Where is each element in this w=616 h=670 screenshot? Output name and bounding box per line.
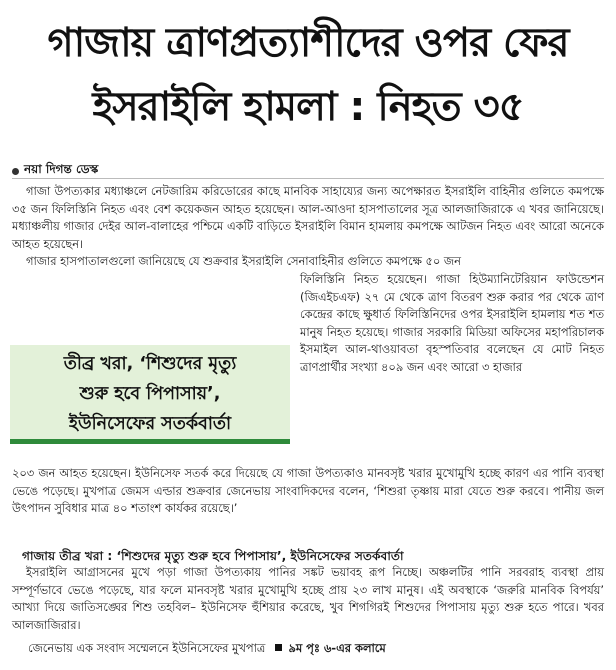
article-paragraph-1: গাজা উপত্যকার মধ্যাঞ্চলে নেটজারিম করিডোরের কাছে মানবিক সাহায্যের জন্য অপেক্ষারত ইসরাইলি বাহিনীর গুলিতে কমপক্ষে ৩৫ জন ফিলিস্তিনি নিহত এবং বেশ কয়েকজন আহত হয়েছেন। আল-আওদা হাসপাতালের সূত্র আলজাজিরাকে এ খবর জানিয়েছে। মধ্যাঞ্চলীয় গাজার দেইর আল-বালাহের পশ্চিমে একটি বাড়িতে ইসরাইলি বিমান হামলায় কমপক্ষে আটজন নিহত এবং আরো অনেকে আহত হয়েছেন। xyxy=(12,184,604,251)
article-paragraph-2-start: গাজার হাসপাতালগুলো জানিয়েছে যে শুক্রবার ইসরাইলি সেনাবাহিনীর গুলিতে কমপক্ষে ৫০ জন xyxy=(26,254,461,268)
pull-quote-line-3: ইউনিসেফের সতর্কবার্তা xyxy=(68,414,232,434)
pull-quote-line-1: তীব্র খরা, ‘শিশুদের মৃত্যু xyxy=(63,354,237,374)
square-bullet-icon xyxy=(275,644,282,651)
pull-quote-line-2: শুরু হবে পিপাসায়’, xyxy=(79,384,221,404)
headline-line-2: ইসরাইলি হামলা : নিহত ৩৫ xyxy=(92,84,524,130)
pull-quote xyxy=(10,345,290,444)
continuation-reference: ৯ম পৃঃ ৬-এর কলামে xyxy=(288,641,386,655)
article-paragraph-2-end: ২০৩ জন আহত হয়েছেন। ইউনিসেফ সতর্ক করে দিয়েছে যে গাজা উপত্যকাও মানবসৃষ্ট খরার মুখোমুখি হচ্ছে কারণ এর পানি ব্যবস্থা ভেঙে পড়েছে। মুখপাত্র জেমস এল্ডার শুক্রবার জেনেভায় সাংবাদিকদের বলেন, ‘শিশুরা তৃষ্ণায় মারা যেতে শুরু করবে। পানীয় জল উৎপাদন সুবিধার মাত্র ৪০ শতাংশ কার্যকর রয়েছে।’ xyxy=(12,466,604,516)
continuation-line xyxy=(28,640,386,659)
byline-divider xyxy=(12,178,604,179)
headline-line-1: গাজায় ত্রাণপ্রত্যাশীদের ওপর ফের xyxy=(47,20,569,66)
section-subhead: গাজায় তীব্র খরা : ‘শিশুদের মৃত্যু শুরু হবে পিপাসায়’, ইউনিসেফের সতর্কবার্তা xyxy=(22,549,404,563)
continuation-text: জেনেভায় এক সংবাদ সম্মেলনে ইউনিসেফের মুখপাত্র xyxy=(28,641,266,655)
bullet-icon xyxy=(12,168,19,175)
byline-text: নয়া দিগন্ত ডেস্ক xyxy=(24,162,99,176)
article-paragraph-3: ইসরাইলি আগ্রাসনের মুখে পড়া গাজা উপত্যকায় পানির সঙ্কট ভয়াবহ রূপ নিচ্ছে। অঞ্চলটির পানি সরবরাহ ব্যবস্থা প্রায় সম্পূর্ণভাবে ভেঙে পড়েছে, যার ফলে মানবসৃষ্ট খরার মুখোমুখি হচ্ছে প্রায় ২৩ লাখ মানুষ। এই অবস্থাকে ‘জরুরি মানবিক বিপর্যয়’ আখ্যা দিয়ে জাতিসঙ্ঘের শিশু তহবিল– ইউনিসেফ হুঁশিয়ার করেছে, খুব শিগগিরই শিশুদের পিপাসায় মৃত্যু শুরু হতে পারে। খবর আলজাজিরার। xyxy=(12,565,604,632)
article-paragraph-2-column: ফিলিস্তিনি নিহত হয়েছেন। গাজা হিউম্যানিটেরিয়ান ফাউন্ডেশন (জিএইচএফ) ২৭ মে থেকে ত্রাণ বিতরণ শুরু করার পর থেকে ত্রাণ কেন্দ্রের কাছে ক্ষুধার্ত ফিলিস্তিনিদের ওপর ইসরাইলি হামলায় শত শত মানুষ নিহত হয়েছে। গাজার সরকারি মিডিয়া অফিসের মহাপরিচালক ইসমাইল আল-থাওয়াবতা বৃহস্পতিবার বলেছেন যে মোট নিহত ত্রাণপ্রার্থীর সংখ্যা ৪০৯ জন এবং আরো ৩ হাজার xyxy=(300,272,604,374)
